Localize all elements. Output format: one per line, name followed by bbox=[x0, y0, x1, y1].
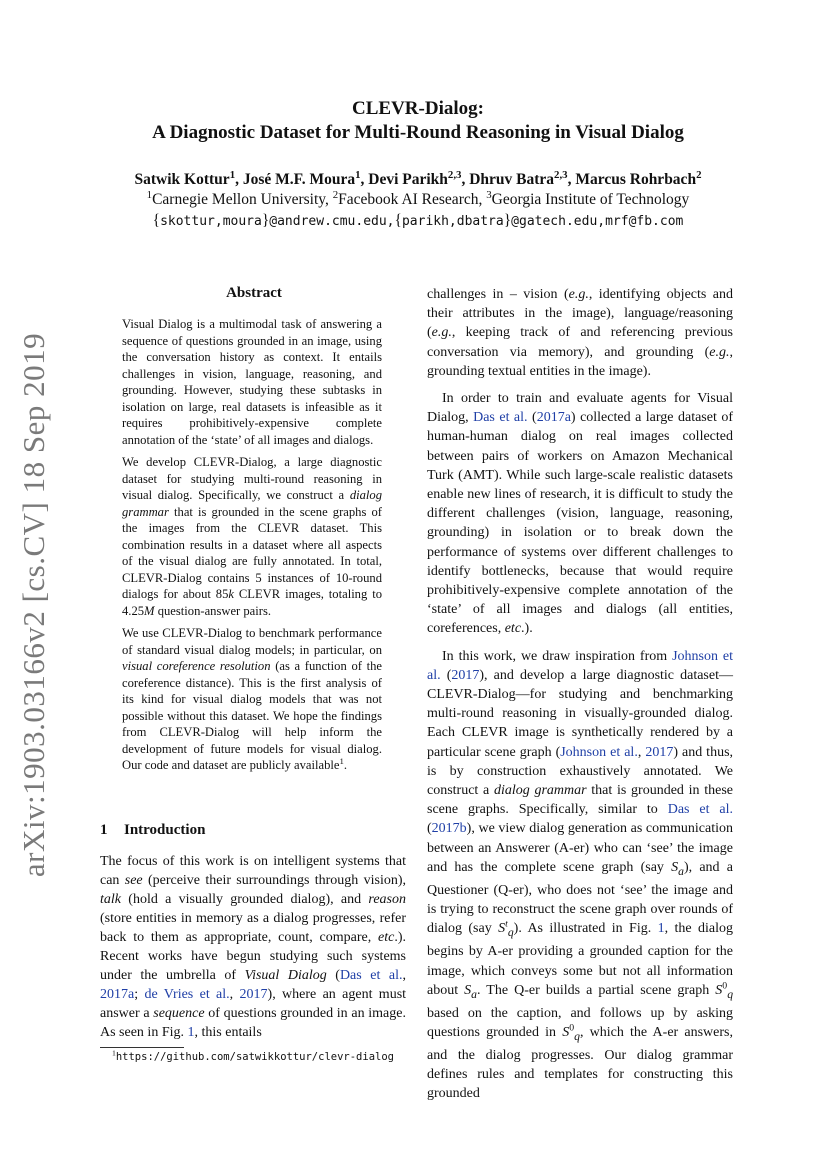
section-heading-introduction bbox=[100, 822, 205, 839]
abstract-paragraph: We use CLEVR-Dialog to benchmark performance of standard visual dialog models; in particular, on visual coreference resolution (as a function of the coreference distance). This is the first analysis of its kind for visual dialog models that was not possible without this dataset. We hope the findings from CLEVR-Dialog will help inform the development of future models for visual dialog. Our code and dataset are publicly available$^1$. bbox=[122, 626, 382, 772]
author: Marcus Rohrbach bbox=[575, 171, 697, 188]
section-title: Introduction bbox=[124, 822, 206, 838]
footnote bbox=[112, 1050, 394, 1064]
citation-link[interactable]: Das et al. bbox=[667, 802, 734, 818]
affil-sup: 3 bbox=[486, 188, 492, 201]
citation-link[interactable]: 2017 bbox=[451, 667, 480, 683]
figure-link[interactable]: 1 bbox=[657, 921, 665, 937]
paragraph: In this work, we draw inspiration from Johnson et al. (2017), and develop a large diagnostic dataset—CLEVR-Dialog—for studying and benchmarking multi-round reasoning in visually-grounded dialog. Each CLEVR image is synthetically rendered by a particular scene graph (Johnson et al., 2017) and thus, is by construction exhaustively annotated. We construct a dialog grammar that is grounded in these scene graphs. Specifically, similar to Das et al. (2017b), we view dialog generation as communication between an Answerer (A-er) who can ‘see’ the image and has the complete scene graph (say $S_a$), and a Questioner (Q-er), who does not ‘see’ the image and is trying to reconstruct the scene graph over rounds of dialog (say $S^t_q$). As illustrated in Fig. 1, the dialog begins by A-er providing a grounded caption for the image, which conveys some but not all information about $S_a$. The Q-er builds a partial scene graph $S^0_q$ based on the caption, and follows up by asking questions grounded in $S^0_q$, which the A-er answers, and the dialog progresses. Our dialog grammar defines rules and templates for constructing this grounded bbox=[427, 648, 734, 1102]
author-emails: {skottur,moura}@andrew.cmu.edu,{parikh,dbatra}@gatech.edu,mrf@fb.com bbox=[152, 212, 684, 229]
email-group: parikh,dbatra bbox=[401, 214, 504, 229]
email-domain: @gatech.edu,mrf@fb.com bbox=[511, 214, 684, 229]
affiliations: $^1$Carnegie Mellon University, $^2$Facebook AI Research, $^3$Georgia Institute of Technology bbox=[146, 188, 690, 208]
section-number: 1 bbox=[100, 822, 108, 838]
author-sup: 2,3 bbox=[447, 168, 462, 181]
introduction-text: The focus of this work is on intelligent systems that can see (perceive their surroundings through vision), talk (hold a visually grounded dialog), and reason (store entities in memory as a dialog progresses, refer back to them as appropriate, count, compare, etc.). Recent works have begun studying such systems under the umbrella of Visual Dialog (Das et al., 2017a; de Vries et al., 2017), where an agent must answer a sequence of questions grounded in an image. As seen in Fig. 1, this entails bbox=[100, 854, 407, 1040]
affiliation: Facebook AI Research bbox=[338, 191, 479, 208]
email-group: skottur,moura bbox=[160, 214, 262, 229]
citation-link[interactable]: 2017 bbox=[645, 744, 674, 760]
footnote-ref[interactable]: 1 bbox=[339, 755, 344, 766]
abstract-paragraph: Visual Dialog is a multimodal task of answering a sequence of questions grounded in an image, using the conversation history as context. It entails challenges in vision, language, reasoning, and grounding. However, studying these subtasks in isolation on large, real datasets is infeasible as it requires prohibitively-expensive complete annotation of the ‘state’ of all images and dialogs. bbox=[122, 317, 382, 447]
author-sup: 2 bbox=[696, 168, 702, 181]
citation-link[interactable]: 2017a bbox=[536, 410, 571, 426]
citation-link[interactable]: Das et al. bbox=[473, 410, 528, 426]
paper-title bbox=[100, 97, 736, 145]
citation-link[interactable]: 2017a bbox=[100, 987, 135, 1002]
citation-link[interactable]: Johnson et al. bbox=[427, 648, 734, 683]
author: Devi Parikh bbox=[368, 171, 448, 188]
figure-link[interactable]: 1 bbox=[187, 1025, 195, 1040]
author-sup: 1 bbox=[229, 168, 236, 181]
author: José M.F. Moura bbox=[242, 171, 356, 188]
abstract-body bbox=[122, 316, 382, 780]
citation-link[interactable]: 2017b bbox=[431, 821, 467, 837]
affiliation: Carnegie Mellon University bbox=[152, 191, 325, 208]
title-line-1: CLEVR-Dialog: bbox=[352, 98, 484, 119]
email-domain: @andrew.cmu.edu, bbox=[269, 214, 395, 229]
citation-link[interactable]: Johnson et al. bbox=[560, 744, 638, 760]
abstract-heading: Abstract bbox=[226, 285, 282, 301]
citation-link[interactable]: de Vries et al. bbox=[144, 987, 230, 1002]
author-list: Satwik Kottur$^1$, José M.F. Moura$^1$, Devi Parikh$^{2,3}$, Dhruv Batra$^{2,3}$, Marcus Rohrbach$^2$ bbox=[134, 168, 702, 188]
paragraph: In order to train and evaluate agents for Visual Dialog, Das et al. (2017a) collected a large dataset of human-human dialog on real images collected between pairs of workers on Amazon Mechanical Turk (AMT). While such large-scale realistic datasets enable new lines of research, it is difficult to study the different challenges (vision, language, reasoning, grounding) in isolation or to break down the performance of systems over different challenges to identify bottlenecks, because that would require prohibitively-expensive complete annotation of the ‘state’ of all images and dialogs (all entities, coreferences, etc.). bbox=[427, 391, 733, 637]
footnote-mark: 1 bbox=[112, 1048, 116, 1058]
citation-link[interactable]: Das et al. bbox=[339, 968, 403, 983]
affiliation: Georgia Institute of Technology bbox=[491, 191, 690, 208]
citation-link[interactable]: 2017 bbox=[239, 987, 268, 1002]
arxiv-watermark bbox=[10, 332, 58, 878]
author: Satwik Kottur bbox=[134, 171, 230, 188]
author-sup: 2,3 bbox=[554, 168, 568, 181]
arxiv-identifier: arXiv:1903.03166v2 [cs.CV] 18 Sep 2019 bbox=[16, 332, 51, 878]
footnote-url[interactable]: https://github.com/satwikkottur/clevr-dialog bbox=[115, 1051, 394, 1063]
title-line-2: A Diagnostic Dataset for Multi-Round Reasoning in Visual Dialog bbox=[152, 122, 684, 143]
author-sup: 1 bbox=[355, 168, 361, 181]
affil-sup: 1 bbox=[146, 188, 153, 201]
abstract-paragraph: We develop CLEVR-Dialog, a large diagnostic dataset for studying multi-round reasoning in visual dialog. Specifically, we construct a dialog grammar that is grounded in the scene graphs of the images from the CLEVR dataset. This combination results in a dataset where all aspects of the visual dialog are fully annotated. In total, CLEVR-Dialog contains 5 instances of 10-round dialogs for about 85k CLEVR images, totaling to 4.25M question-answer pairs. bbox=[122, 455, 382, 618]
affil-sup: 2 bbox=[332, 188, 339, 201]
right-column-text bbox=[427, 285, 733, 1112]
paragraph: challenges in – vision (e.g., identifying objects and their attributes in the image), language/reasoning (e.g., keeping track of and referencing previous conversation via memory), and grounding (e.g., grounding textual entities in the image). bbox=[427, 287, 733, 379]
author: Dhruv Batra bbox=[469, 171, 555, 188]
